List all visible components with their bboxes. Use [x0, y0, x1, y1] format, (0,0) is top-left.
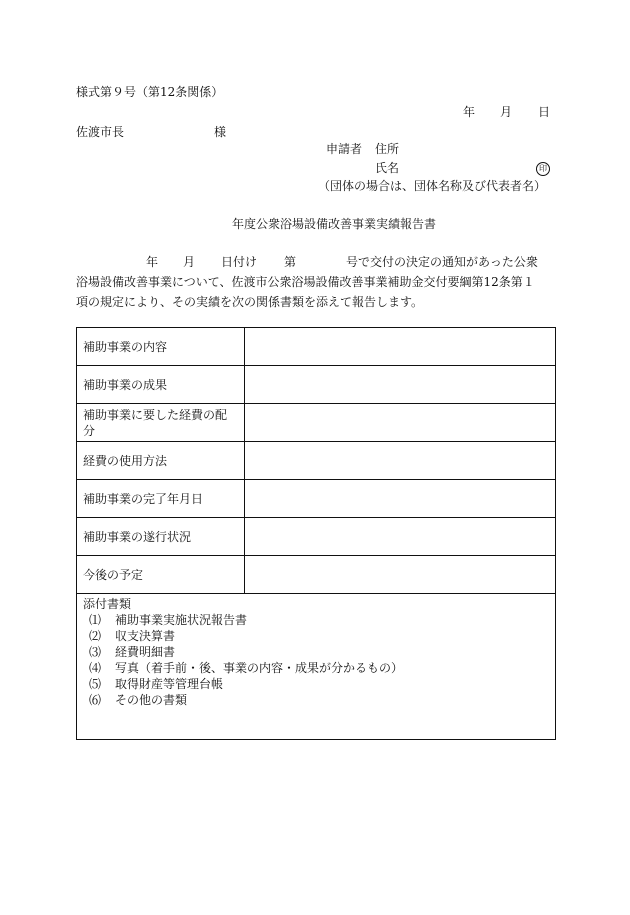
attachment-number: ⑶	[89, 645, 102, 659]
document-title: 年度公衆浴場設備改善事業実績報告書	[232, 217, 437, 231]
row-label-content: 補助事業の内容	[77, 328, 245, 366]
attachments-cell	[77, 594, 556, 740]
date-year-label: 年	[463, 105, 476, 119]
list-item	[83, 676, 549, 692]
row-value-future-plans	[245, 556, 556, 594]
row-value-results	[245, 366, 556, 404]
body-month: 月	[183, 255, 196, 269]
table-row	[77, 556, 556, 594]
table-row	[77, 404, 556, 442]
list-item	[83, 612, 549, 628]
list-item	[83, 628, 549, 644]
attachments-row	[77, 594, 556, 740]
seal-icon: 印	[536, 162, 550, 176]
attachment-number: ⑸	[89, 677, 102, 691]
table-row	[77, 328, 556, 366]
attachment-text: その他の書類	[115, 693, 188, 707]
row-label-future-plans: 今後の予定	[77, 556, 245, 594]
row-label-cost-usage: 経費の使用方法	[77, 442, 245, 480]
row-label-results: 補助事業の成果	[77, 366, 245, 404]
attachment-number: ⑴	[89, 613, 102, 627]
row-value-completion-date	[245, 480, 556, 518]
date-month-label: 月	[500, 105, 513, 119]
attachments-heading: 添付書類	[83, 597, 132, 611]
row-value-cost-usage	[245, 442, 556, 480]
attachment-text: 取得財産等管理台帳	[115, 677, 224, 691]
addressee-honorific: 様	[214, 125, 227, 139]
name-label: 氏名	[375, 161, 400, 175]
attachment-text: 収支決算書	[115, 629, 176, 643]
attachment-text: 経費明細書	[115, 645, 176, 659]
row-label-completion-date: 補助事業の完了年月日	[77, 480, 245, 518]
attachment-text: 写真（着手前・後、事業の内容・成果が分かるもの）	[115, 661, 404, 675]
body-line2: 浴場設備改善事業について、佐渡市公衆浴場設備改善事業補助金交付要綱第12条第１	[76, 275, 535, 289]
form-number: 様式第９号（第12条関係）	[76, 85, 224, 99]
attachment-text: 補助事業実施状況報告書	[115, 613, 248, 627]
body-line3: 項の規定により、その実績を次の関係書類を添えて報告します。	[76, 295, 424, 309]
body-dai: 第	[284, 255, 297, 269]
attachment-number: ⑹	[89, 693, 102, 707]
body-line1-rest: 号で交付の決定の通知があった公衆	[346, 255, 538, 269]
list-item	[83, 644, 549, 660]
row-value-progress	[245, 518, 556, 556]
table-row	[77, 518, 556, 556]
applicant-label: 申請者	[326, 142, 363, 156]
table-row	[77, 480, 556, 518]
table-row	[77, 442, 556, 480]
seal-mark	[536, 160, 550, 176]
addressee-title: 佐渡市長	[76, 125, 125, 139]
attachment-number: ⑷	[89, 661, 102, 675]
row-label-progress: 補助事業の遂行状況	[77, 518, 245, 556]
attachment-number: ⑵	[89, 629, 102, 643]
list-item	[83, 692, 549, 708]
body-year: 年	[146, 255, 159, 269]
address-label: 住所	[375, 142, 400, 156]
row-value-content	[245, 328, 556, 366]
row-value-cost-allocation	[245, 404, 556, 442]
body-date: 日付け	[221, 255, 258, 269]
applicant-note: （団体の場合は、団体名称及び代表者名）	[318, 179, 547, 193]
report-table	[76, 327, 556, 740]
table-row	[77, 366, 556, 404]
row-label-cost-allocation: 補助事業に要した経費の配分	[77, 404, 245, 442]
list-item	[83, 660, 549, 676]
date-day-label: 日	[538, 105, 551, 119]
